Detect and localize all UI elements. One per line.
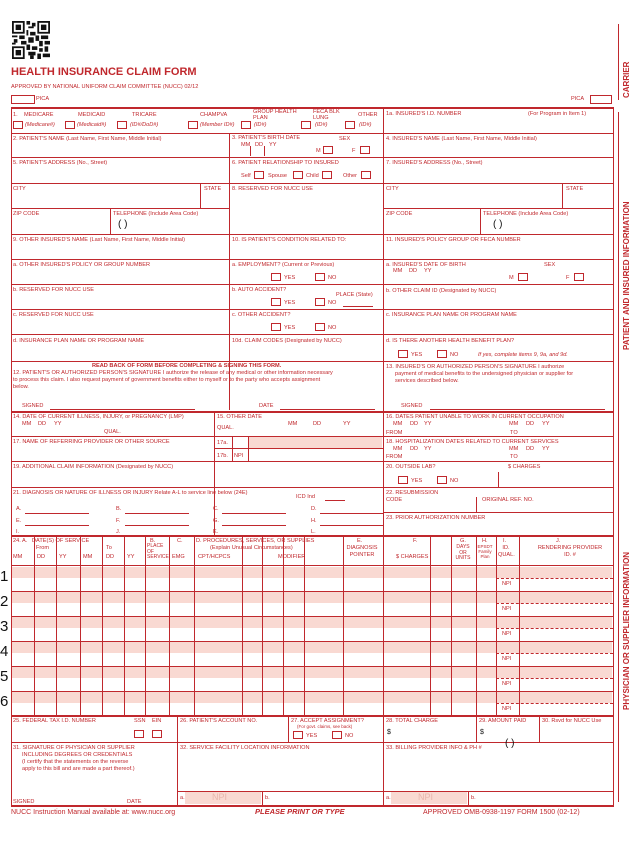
insured-sex-f[interactable] <box>574 273 584 281</box>
medicaid-checkbox[interactable] <box>65 121 75 129</box>
feca-checkbox[interactable] <box>301 121 311 129</box>
employment-yes[interactable] <box>271 273 281 281</box>
pica-left: PICA <box>36 96 50 102</box>
tricare-checkbox[interactable] <box>117 121 127 129</box>
feca-label: FECA BLK LUNG <box>313 109 340 121</box>
diag-input[interactable] <box>125 536 189 537</box>
row-npi-label: NPI <box>502 706 512 712</box>
row-npi-label: NPI <box>502 606 512 612</box>
row-npi-label: NPI <box>502 581 512 587</box>
service-line-row[interactable] <box>12 628 496 640</box>
diag-label: H. <box>311 518 317 524</box>
footer-manual: NUCC Instruction Manual available at: www.nucc.org <box>11 809 176 816</box>
footer-approved: APPROVED OMB-0938-1197 FORM 1500 (02-12) <box>423 809 580 816</box>
diag-input[interactable] <box>25 525 89 526</box>
ein-checkbox[interactable] <box>152 730 162 738</box>
pica-right: PICA <box>571 96 585 102</box>
diag-label: E. <box>16 518 22 524</box>
carrier-label: CARRIER <box>622 61 631 98</box>
other-acc-yes[interactable] <box>271 323 281 331</box>
rel-other[interactable] <box>361 171 371 179</box>
diag-input[interactable] <box>125 513 189 514</box>
row-npi-label: NPI <box>502 631 512 637</box>
tricare-label: TRICARE <box>132 112 157 118</box>
service-line-row[interactable] <box>12 578 496 590</box>
group-label: GROUP HEALTH PLAN <box>253 109 297 121</box>
medicaid-label: MEDICAID <box>78 112 106 118</box>
other-checkbox[interactable] <box>345 121 355 129</box>
approved-by: APPROVED BY NATIONAL UNIFORM CLAIM COMMITTEE (NUCC) 02/12 <box>11 84 199 90</box>
auto-yes[interactable] <box>271 298 281 306</box>
ssn-checkbox[interactable] <box>134 730 144 738</box>
insured-id-label: 1a. INSURED'S I.D. NUMBER <box>386 111 462 117</box>
diag-input[interactable] <box>222 536 286 537</box>
champva-checkbox[interactable] <box>188 121 198 129</box>
line-number: 6 <box>0 693 9 710</box>
medicare-checkbox[interactable] <box>13 121 23 129</box>
employment-no[interactable] <box>315 273 325 281</box>
group-checkbox[interactable] <box>241 121 251 129</box>
service-line-row[interactable] <box>12 603 496 615</box>
other-acc-no[interactable] <box>315 323 325 331</box>
pica-left-box[interactable] <box>11 95 35 104</box>
qr-code <box>12 21 50 59</box>
diag-label: F. <box>116 518 121 524</box>
diag-label: I. <box>16 529 20 535</box>
diag-input[interactable] <box>125 525 189 526</box>
line-number: 2 <box>0 593 9 610</box>
row-npi-label: NPI <box>502 681 512 687</box>
insured-sex-m[interactable] <box>518 273 528 281</box>
line-number: 4 <box>0 643 9 660</box>
line-number: 5 <box>0 668 9 685</box>
diag-label: A. <box>16 506 22 512</box>
diag-input[interactable] <box>320 525 384 526</box>
auto-no[interactable] <box>315 298 325 306</box>
outside-lab-no[interactable] <box>437 476 447 484</box>
diag-label: D. <box>311 506 317 512</box>
diag-input[interactable] <box>320 536 384 537</box>
diag-input[interactable] <box>222 513 286 514</box>
rel-spouse[interactable] <box>293 171 303 179</box>
diag-label: G. <box>213 518 219 524</box>
other-plan-yes[interactable] <box>398 350 408 358</box>
diag-label: C. <box>213 506 219 512</box>
accept-no[interactable] <box>332 731 342 739</box>
diag-label: B. <box>116 506 122 512</box>
diag-input[interactable] <box>222 525 286 526</box>
accept-yes[interactable] <box>293 731 303 739</box>
diag-input[interactable] <box>320 513 384 514</box>
form-title: HEALTH INSURANCE CLAIM FORM <box>11 66 197 78</box>
service-line-row[interactable] <box>12 653 496 665</box>
footer-print: PLEASE PRINT OR TYPE <box>255 807 345 816</box>
rel-child[interactable] <box>322 171 332 179</box>
diag-input[interactable] <box>25 513 89 514</box>
patient-sex-f[interactable] <box>360 146 370 154</box>
other-label: OTHER <box>358 112 378 118</box>
patient-sex-m[interactable] <box>323 146 333 154</box>
champva-label: CHAMPVA <box>200 112 228 118</box>
diag-label: K. <box>213 529 219 535</box>
medicare-label: MEDICARE <box>24 112 54 118</box>
outside-lab-yes[interactable] <box>398 476 408 484</box>
side-patient-insured: PATIENT AND INSURED INFORMATION <box>622 201 631 350</box>
line-number: 1 <box>0 568 9 585</box>
side-physician-supplier: PHYSICIAN OR SUPPLIER INFORMATION <box>622 551 631 710</box>
line-number: 3 <box>0 618 9 635</box>
other-plan-no[interactable] <box>437 350 447 358</box>
row-npi-label: NPI <box>502 656 512 662</box>
diag-label: L. <box>311 529 316 535</box>
diag-label: J. <box>116 529 121 535</box>
service-line-row[interactable] <box>12 678 496 690</box>
pica-right-box[interactable] <box>590 95 612 104</box>
service-line-row[interactable] <box>12 703 496 715</box>
rel-self[interactable] <box>254 171 264 179</box>
